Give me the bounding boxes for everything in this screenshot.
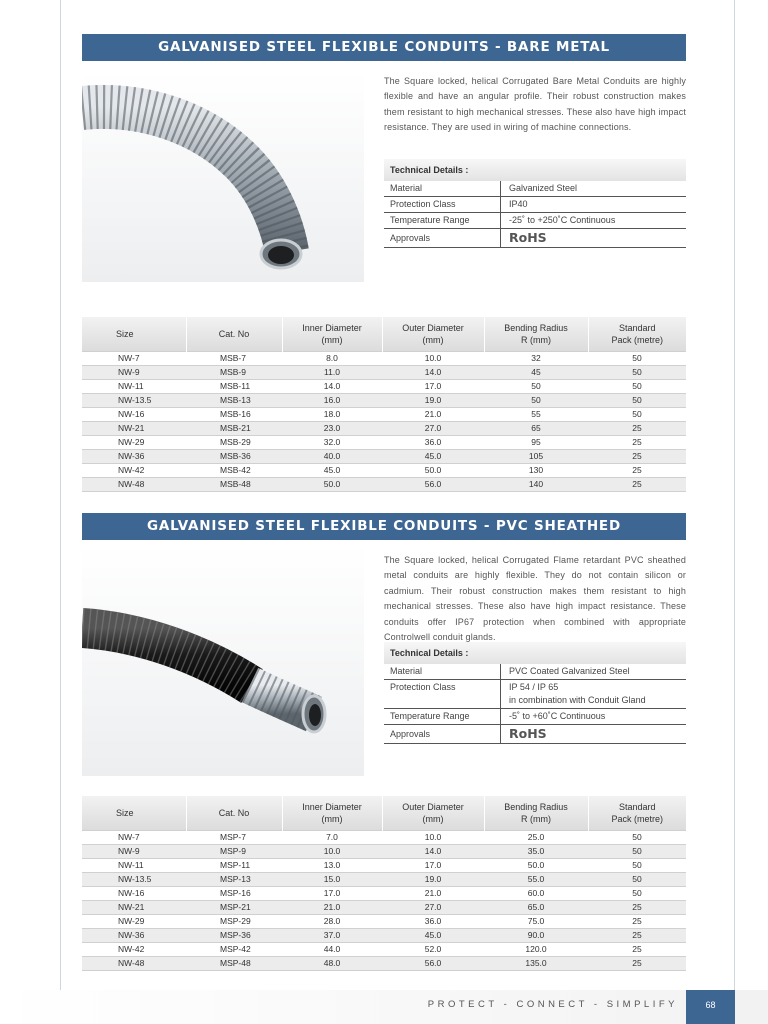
table-cell: 50 [588,872,686,886]
table-row [82,886,686,900]
technical-details-title: Technical Details : [384,642,686,664]
col-header-cat-no: Cat. No [186,317,282,351]
table-cell: 36.0 [382,914,484,928]
table-row [82,844,686,858]
table-cell: NW-13.5 [82,872,186,886]
table-cell: 15.0 [282,872,382,886]
technical-details [384,159,686,248]
tech-value: -25˚ to +250˚C Continuous [509,215,616,225]
col-header-bending-radius: Bending Radius R (mm) [484,317,588,351]
table-cell: 50.0 [484,858,588,872]
table-cell: MSB-21 [186,421,282,435]
spec-table-header [82,796,686,830]
table-cell: 19.0 [382,872,484,886]
table-cell: 16.0 [282,393,382,407]
tech-value-line: in combination with Conduit Gland [509,695,646,705]
table-cell: 140 [484,477,588,491]
col-header-outer-diameter: Outer Diameter (mm) [382,796,484,830]
table-cell: MSB-16 [186,407,282,421]
table-cell: MSP-7 [186,830,282,844]
table-row [82,351,686,365]
table-cell: 50 [588,886,686,900]
tech-key: Material [384,664,501,679]
spec-table [82,796,686,971]
table-cell: 52.0 [382,942,484,956]
table-cell: 50 [588,379,686,393]
table-cell: MSB-13 [186,393,282,407]
tech-row-protection-class [384,197,686,213]
tech-value [501,680,686,708]
tech-row-material [384,181,686,197]
table-cell: 50 [588,844,686,858]
table-cell: 13.0 [282,858,382,872]
table-cell: MSP-9 [186,844,282,858]
table-cell: 50 [484,393,588,407]
table-cell: 32.0 [282,435,382,449]
section-title: GALVANISED STEEL FLEXIBLE CONDUITS - PVC SHEATHED [82,513,686,540]
table-row [82,449,686,463]
table-cell: NW-42 [82,463,186,477]
table-cell: 25 [588,449,686,463]
table-row [82,421,686,435]
table-cell: 11.0 [282,365,382,379]
table-cell: NW-42 [82,942,186,956]
table-cell: 32 [484,351,588,365]
table-cell: NW-48 [82,956,186,970]
table-cell: 21.0 [382,407,484,421]
table-cell: NW-16 [82,407,186,421]
table-cell: MSP-16 [186,886,282,900]
tech-row-temperature-range [384,709,686,725]
rohs-badge: RoHS [509,230,547,245]
table-cell: NW-7 [82,351,186,365]
table-cell: 50 [588,830,686,844]
table-cell: 25 [588,956,686,970]
table-cell: NW-9 [82,365,186,379]
tech-value: Galvanized Steel [509,183,578,193]
section-bare-metal [82,34,686,489]
table-cell: NW-16 [82,886,186,900]
table-row [82,393,686,407]
section-description: The Square locked, helical Corrugated Flame retardant PVC sheathed metal conduits are highly flexible. They do not contain silicon or cadmium. Their robust construction makes them resistant to high mechanical stresses. These also have high impact resistance. These conduits offer IP67 protection when combined with appropriate Controlwell conduit glands. [384,555,686,643]
table-cell: 19.0 [382,393,484,407]
section-title: GALVANISED STEEL FLEXIBLE CONDUITS - BARE METAL [82,34,686,61]
table-cell: 45.0 [382,449,484,463]
section-pvc-sheathed [82,513,686,968]
tech-key: Approvals [384,229,501,247]
table-cell: 45.0 [282,463,382,477]
tech-value-line: IP 54 / IP 65 [509,682,559,692]
section-description: The Square locked, helical Corrugated Bare Metal Conduits are highly flexible and have an angular profile. Their robust construction makes them resistant to high mechanical stresses. These also have high impact resistance. They are used in wiring of machine connections. [384,76,686,133]
table-cell: MSP-13 [186,872,282,886]
tech-row-material [384,664,686,680]
table-cell: MSB-42 [186,463,282,477]
table-cell: 25 [588,900,686,914]
table-cell: 7.0 [282,830,382,844]
table-cell: 105 [484,449,588,463]
footer-tagline: PROTECT - CONNECT - SIMPLIFY [427,999,678,1010]
table-cell: 40.0 [282,449,382,463]
table-cell: MSB-11 [186,379,282,393]
table-cell: 25 [588,942,686,956]
table-cell: 55 [484,407,588,421]
rohs-badge: RoHS [509,726,547,741]
table-cell: 56.0 [382,477,484,491]
table-cell: 10.0 [382,830,484,844]
table-cell: MSP-42 [186,942,282,956]
col-header-standard-pack: Standard Pack (metre) [588,796,686,830]
table-cell: 10.0 [382,351,484,365]
table-cell: 14.0 [382,365,484,379]
col-header-standard-pack: Standard Pack (metre) [588,317,686,351]
tech-value: IP40 [509,199,528,209]
table-cell: MSB-9 [186,365,282,379]
table-cell: 25 [588,914,686,928]
table-cell: NW-29 [82,435,186,449]
technical-details-title: Technical Details : [384,159,686,181]
table-cell: NW-29 [82,914,186,928]
conduit-image [82,72,364,282]
table-cell: 55.0 [484,872,588,886]
pvc-sheathed-conduit-photo [82,546,364,776]
table-cell: NW-21 [82,421,186,435]
table-cell: 37.0 [282,928,382,942]
table-cell: 44.0 [282,942,382,956]
footer [0,990,768,1024]
table-cell: MSP-21 [186,900,282,914]
table-cell: 50 [588,365,686,379]
table-cell: 14.0 [282,379,382,393]
table-cell: 28.0 [282,914,382,928]
table-cell: 45 [484,365,588,379]
table-row [82,407,686,421]
table-cell: 50 [484,379,588,393]
technical-details [384,642,686,744]
col-header-size: Size [82,796,186,830]
tech-key: Material [384,181,501,196]
table-cell: 18.0 [282,407,382,421]
spec-table-body [82,830,686,970]
table-cell: 35.0 [484,844,588,858]
col-header-outer-diameter: Outer Diameter (mm) [382,317,484,351]
tech-row-protection-class [384,680,686,709]
table-cell: 27.0 [382,900,484,914]
table-cell: 50.0 [282,477,382,491]
table-cell: 130 [484,463,588,477]
table-cell: MSB-7 [186,351,282,365]
table-cell: 36.0 [382,435,484,449]
table-cell: 75.0 [484,914,588,928]
table-row [82,956,686,970]
table-cell: 25 [588,421,686,435]
col-header-inner-diameter: Inner Diameter (mm) [282,317,382,351]
table-cell: 56.0 [382,956,484,970]
page-number: 68 [686,990,735,1024]
table-cell: NW-36 [82,928,186,942]
table-cell: 25 [588,928,686,942]
table-cell: 14.0 [382,844,484,858]
col-header-cat-no: Cat. No [186,796,282,830]
conduit-image [82,546,364,776]
table-row [82,379,686,393]
table-cell: 48.0 [282,956,382,970]
tech-key: Temperature Range [384,709,501,724]
table-cell: 50.0 [382,463,484,477]
table-cell: MSP-29 [186,914,282,928]
table-cell: 21.0 [382,886,484,900]
table-cell: 23.0 [282,421,382,435]
table-cell: 25 [588,477,686,491]
table-cell: NW-21 [82,900,186,914]
table-cell: 27.0 [382,421,484,435]
table-row [82,477,686,491]
table-cell: 10.0 [282,844,382,858]
table-cell: NW-7 [82,830,186,844]
table-cell: 25.0 [484,830,588,844]
table-cell: 65 [484,421,588,435]
table-cell: 25 [588,463,686,477]
table-cell: 50 [588,351,686,365]
table-cell: 21.0 [282,900,382,914]
tech-row-approvals [384,229,686,248]
table-cell: MSP-48 [186,956,282,970]
table-cell: 25 [588,435,686,449]
table-row [82,830,686,844]
table-cell: NW-13.5 [82,393,186,407]
table-cell: 17.0 [282,886,382,900]
table-row [82,435,686,449]
table-cell: 95 [484,435,588,449]
spec-table-header [82,317,686,351]
tech-key: Protection Class [384,197,501,212]
table-cell: MSP-11 [186,858,282,872]
table-cell: 90.0 [484,928,588,942]
spec-table [82,317,686,492]
table-row [82,942,686,956]
tech-row-temperature-range [384,213,686,229]
table-row [82,858,686,872]
col-header-bending-radius: Bending Radius R (mm) [484,796,588,830]
tech-value: -5˚ to +60˚C Continuous [509,711,606,721]
table-row [82,463,686,477]
tech-key: Temperature Range [384,213,501,228]
table-cell: 8.0 [282,351,382,365]
table-cell: 17.0 [382,379,484,393]
table-cell: NW-48 [82,477,186,491]
tech-key: Protection Class [384,680,501,708]
table-cell: NW-11 [82,858,186,872]
col-header-size: Size [82,317,186,351]
table-cell: 50 [588,858,686,872]
table-cell: 120.0 [484,942,588,956]
tech-key: Approvals [384,725,501,743]
table-cell: 60.0 [484,886,588,900]
table-row [82,365,686,379]
table-cell: MSB-29 [186,435,282,449]
tech-row-approvals [384,725,686,744]
table-cell: 135.0 [484,956,588,970]
col-header-inner-diameter: Inner Diameter (mm) [282,796,382,830]
table-row [82,872,686,886]
table-row [82,928,686,942]
table-cell: 17.0 [382,858,484,872]
table-cell: 50 [588,407,686,421]
table-cell: MSP-36 [186,928,282,942]
table-cell: 65.0 [484,900,588,914]
bare-metal-conduit-photo [82,72,364,282]
table-cell: NW-11 [82,379,186,393]
tech-value: PVC Coated Galvanized Steel [509,666,630,676]
table-cell: MSB-36 [186,449,282,463]
table-cell: NW-9 [82,844,186,858]
table-cell: 50 [588,393,686,407]
table-row [82,914,686,928]
table-row [82,900,686,914]
table-cell: NW-36 [82,449,186,463]
spec-table-body [82,351,686,491]
table-cell: 45.0 [382,928,484,942]
table-cell: MSB-48 [186,477,282,491]
